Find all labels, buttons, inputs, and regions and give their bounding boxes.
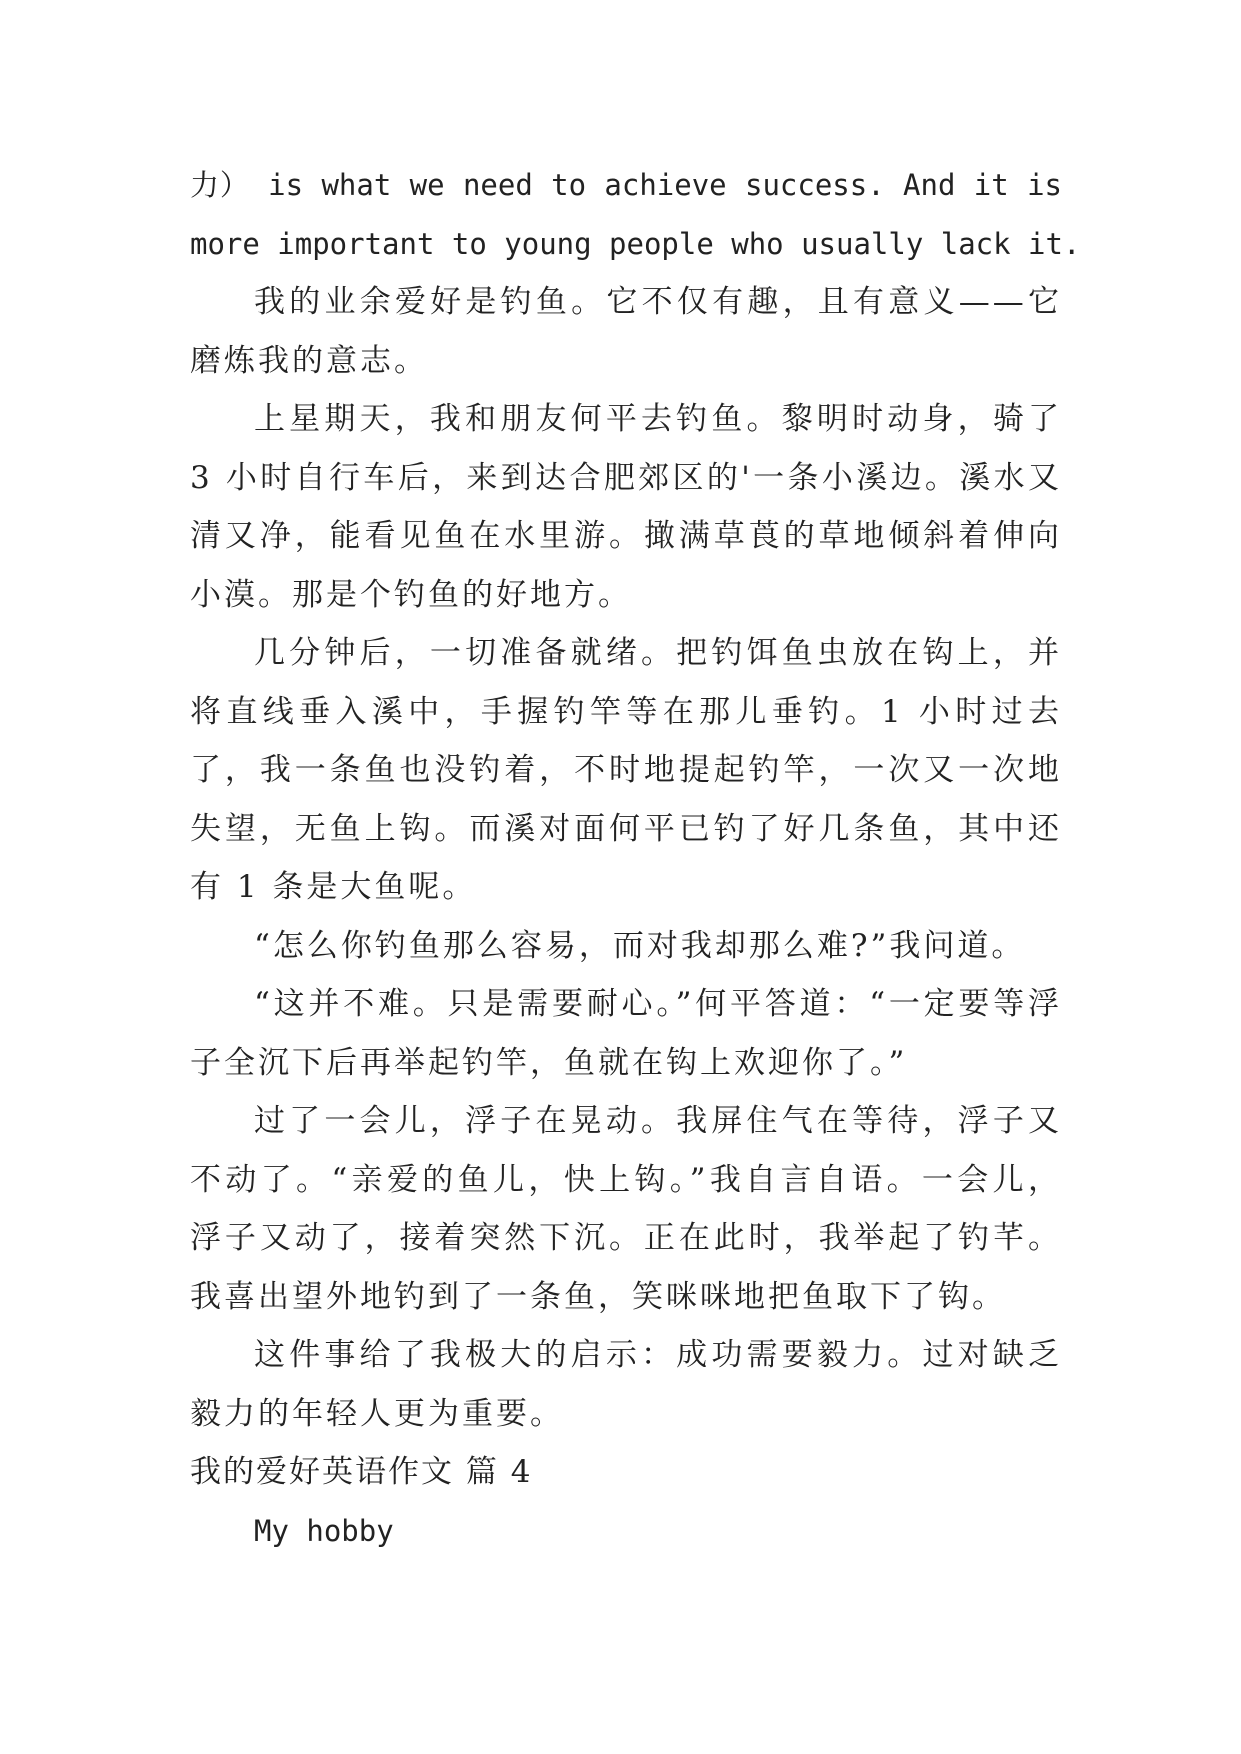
document-body: [190, 156, 1081, 1560]
english-text-line: more important to young people who usually lack it.: [190, 226, 1081, 261]
paragraph: 这件事给了我极大的启示：成功需要毅力。过对缺乏毅力的年轻人更为重要。: [190, 1337, 1062, 1432]
english-text-line: 力） is what we need to achieve success. And it is: [190, 168, 1062, 202]
paragraph: 过了一会儿，浮子在晃动。我屏住气在等待，浮子又不动了。“亲爱的鱼儿，快上钩。”我自言自语。一会儿，浮子又动了，接着突然下沉。正在此时，我举起了钓芊。我喜出望外地钓到了一条鱼，笑咪咪地把鱼取下了钩。: [190, 1103, 1062, 1315]
section-title: 我的爱好英语作文 篇 4: [190, 1454, 533, 1490]
essay-title: My hobby: [254, 1513, 394, 1548]
paragraph: 几分钟后，一切准备就绪。把钓饵鱼虫放在钩上，并将直线垂入溪中，手握钓竿等在那儿垂钓。1 小时过去了，我一条鱼也没钓着，不时地提起钓竿，一次又一次地失望，无鱼上钩。而溪对面何平已钓了好几条鱼，其中还有 1 条是大鱼呢。: [190, 635, 1062, 905]
paragraph: “这并不难。只是需要耐心。”何平答道：“一定要等浮子全沉下后再举起钓竿，鱼就在钩上欢迎你了。”: [190, 986, 1062, 1081]
paragraph: “怎么你钓鱼那么容易，而对我却那么难?”我问道。: [254, 927, 1026, 964]
paragraph: 上星期天，我和朋友何平去钓鱼。黎明时动身，骑了 3 小时自行车后，来到达合肥郊区的'一条小溪边。溪水又清又净，能看见鱼在水里游。撖满草莨的草地倾斜着伸向小漠。那是个钓鱼的好地方。: [190, 401, 1062, 613]
paragraph: 我的业余爱好是钓鱼。它不仅有趣，且有意义——它磨炼我的意志。: [190, 284, 1062, 379]
